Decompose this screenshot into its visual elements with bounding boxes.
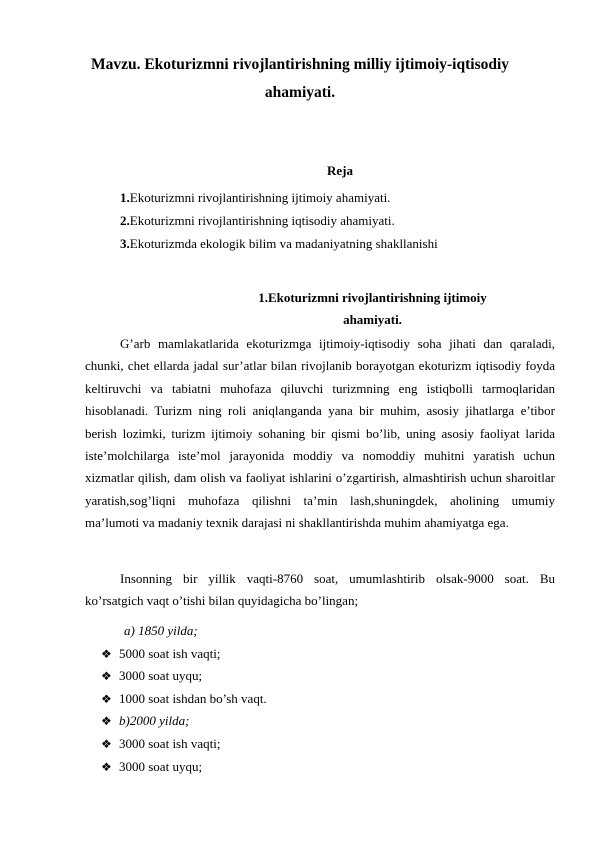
title-line-2: ahamiyati.	[264, 84, 336, 101]
plan-heading: Reja	[327, 163, 353, 178]
plan-list	[120, 186, 438, 255]
list-label-b: b)2000 yilda;	[119, 713, 190, 729]
section-title-line-2: ahamiyati.	[343, 312, 402, 327]
plan-item	[120, 209, 438, 232]
paragraph-1: G’arb mamlakatlarida ekoturizmga ijtimoiy-iqtisodiy soha jihati dan qaraladi, chunki, chet ellarda jadal sur’atlar bilan rivojlanib borayotgan ekoturizm iqtisodiy foyda keltiruvchi va tabiatni muhofaza qiluvchi turizmning eng istiqbolli tarmoqlaridan hisoblanadi. Turizm ning roli aniqlanganda yana bir muhim, asosiy jihatlarga e’tibor berish lozimki, turizm ijtimoiy sohaning bir qismi bo’lib, uning asosiy faoliyat larida iste’molchilarga iste’mol jarayonida moddiy va nomoddiy muhitni yaratish uchun xizmatlar qilish, dam olish va faoliyat ishlarini o’zgartirish, almashtirish uchun sharoitlar yaratish,sog’liqni muhofaza qilishni ta’min lash,shuningdek, aholining umumiy ma’lumoti va madaniy texnik darajasi ni shakllantirishda muhim ahamiyatga ega.	[85, 336, 555, 531]
plan-item	[120, 186, 438, 209]
plan-item-text: Ekoturizmni rivojlantirishning ijtimoiy ahamiyati.	[129, 190, 391, 205]
list-item	[101, 665, 267, 688]
list-item-text: 5000 soat ish vaqti;	[119, 645, 221, 661]
list-item-text: 1000 soat ishdan bo’sh vaqt.	[119, 690, 267, 706]
diamond-bullet-icon: ❖	[101, 759, 112, 774]
section-title	[85, 287, 555, 331]
list-item-text: 3000 soat uyqu;	[119, 668, 203, 684]
plan-item-text: Ekoturizmni rivojlantirishning iqtisodiy ahamiyati.	[129, 213, 395, 228]
list-item	[101, 710, 267, 733]
paragraph-2: Insonning bir yillik vaqti-8760 soat, umumlashtirib olsak-9000 soat. Bu ko’rsatgich vaqt o’tishi bilan quyidagicha bo’lingan;	[85, 571, 555, 609]
list-label-a: a) 1850 yilda;	[124, 623, 198, 638]
plan-item-number: 3.	[120, 236, 130, 251]
title-line-1: Mavzu. Ekoturizmni rivojlantirishning milliy ijtimoiy-iqtisodiy	[90, 56, 510, 73]
diamond-bullet-icon: ❖	[101, 646, 112, 661]
diamond-bullet-icon: ❖	[101, 691, 112, 706]
list-item-text: 3000 soat uyqu;	[119, 758, 203, 774]
plan-item-number: 1.	[120, 190, 130, 205]
list-item	[101, 756, 267, 779]
diamond-bullet-icon: ❖	[101, 669, 112, 684]
list-item-text: 3000 soat ish vaqti;	[119, 735, 221, 751]
list-item	[101, 733, 267, 756]
page-title	[85, 51, 515, 107]
diamond-bullet-icon: ❖	[101, 736, 112, 751]
plan-item	[120, 232, 438, 255]
time-breakdown-list	[101, 620, 267, 778]
plan-item-text: Ekoturizmda ekologik bilim va madaniyatning shakllanishi	[129, 236, 438, 251]
list-item	[101, 643, 267, 666]
list-item	[101, 688, 267, 711]
diamond-bullet-icon: ❖	[101, 714, 112, 729]
plan-item-number: 2.	[120, 213, 130, 228]
section-title-line-1: 1.Ekoturizmni rivojlantirishning ijtimoiy	[258, 290, 487, 305]
